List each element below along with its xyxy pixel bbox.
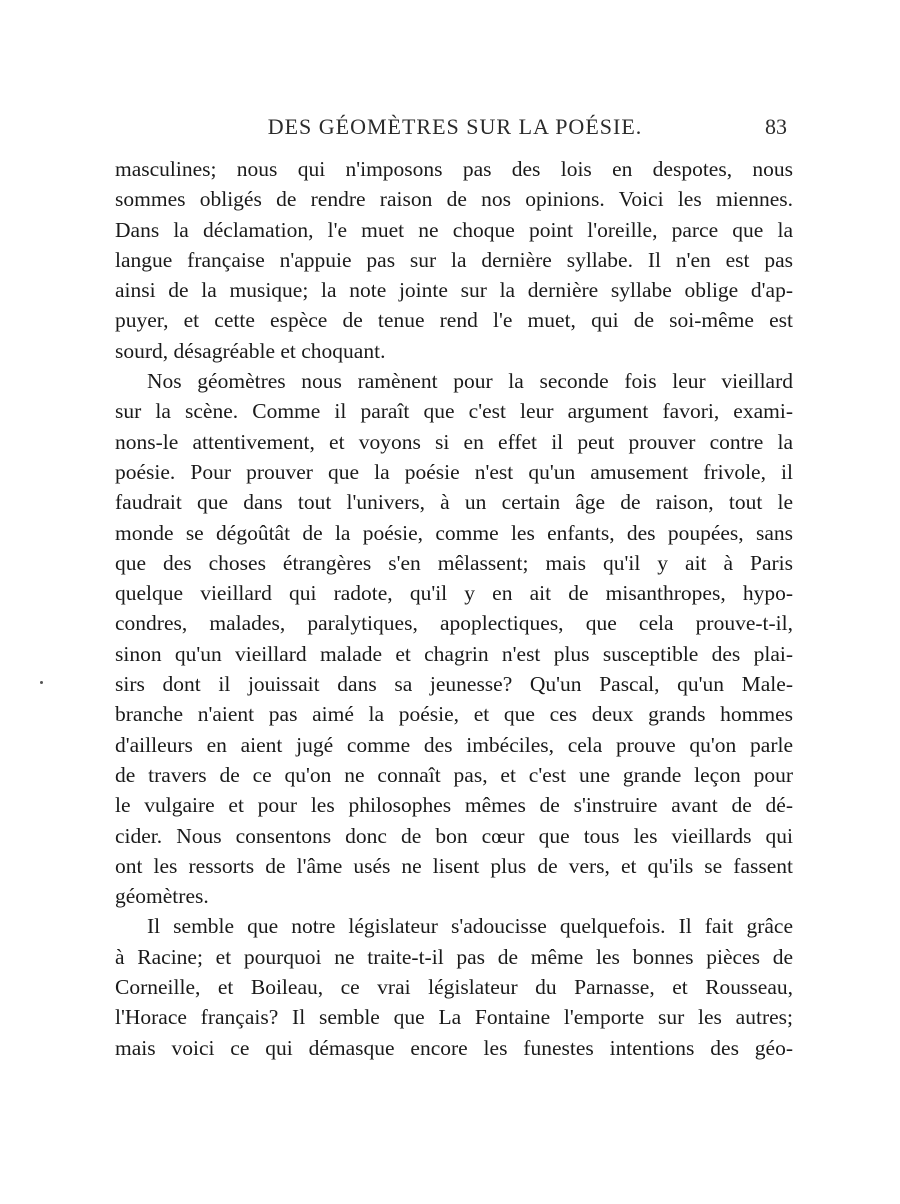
text-line: sinon qu'un vieillard malade et chagrin n'est plus susceptible des plai- — [115, 641, 793, 666]
text-line: nons-le attentivement, et voyons si en effet il peut prouver contre la — [115, 429, 793, 454]
text-line: sommes obligés de rendre raison de nos opinions. Voici les miennes. — [115, 187, 793, 212]
text-line: sirs dont il jouissait dans sa jeunesse? Qu'un Pascal, qu'un Male- — [115, 672, 793, 697]
text-line: géomètres. — [115, 884, 209, 909]
text-line: de travers de ce qu'on ne connaît pas, et c'est une grande leçon pour — [115, 762, 793, 787]
paragraph-3 — [115, 911, 793, 1062]
text-line: faudrait que dans tout l'univers, à un certain âge de raison, tout le — [115, 490, 793, 515]
paragraph-1 — [115, 154, 793, 366]
text-line: à Racine; et pourquoi ne traite-t-il pas de même les bonnes pièces de — [115, 944, 793, 969]
page-number: 83 — [765, 114, 787, 139]
text-line: monde se dégoûtât de la poésie, comme les enfants, des poupées, sans — [115, 520, 793, 545]
text-line: Il semble que notre législateur s'adoucisse quelquefois. Il fait grâce — [147, 914, 793, 939]
text-line: ainsi de la musique; la note jointe sur la dernière syllabe oblige d'ap- — [115, 278, 793, 303]
text-line: puyer, et cette espèce de tenue rend l'e muet, qui de soi-même est — [115, 308, 793, 333]
text-line: quelque vieillard qui radote, qu'il y en ait de misanthropes, hypo- — [115, 581, 793, 606]
running-title: DES GÉOMÈTRES SUR LA POÉSIE. — [267, 114, 643, 139]
text-line: le vulgaire et pour les philosophes mêmes de s'instruire avant de dé- — [115, 793, 793, 818]
text-line: langue française n'appuie pas sur la dernière syllabe. Il n'en est pas — [115, 247, 793, 272]
text-line: Corneille, et Boileau, ce vrai législateur du Parnasse, et Rousseau, — [115, 975, 793, 1000]
running-head — [115, 114, 795, 144]
text-line: cider. Nous consentons donc de bon cœur que tous les vieillards qui — [115, 823, 793, 848]
text-line: branche n'aient pas aimé la poésie, et que ces deux grands hommes — [115, 702, 793, 727]
text-line: Nos géomètres nous ramènent pour la seconde fois leur vieillard — [147, 369, 793, 394]
text-line: l'Horace français? Il semble que La Fontaine l'emporte sur les autres; — [115, 1005, 793, 1030]
text-line: sourd, désagréable et choquant. — [115, 338, 386, 363]
text-line: sur la scène. Comme il paraît que c'est leur argument favori, exami- — [115, 399, 793, 424]
text-line: d'ailleurs en aient jugé comme des imbéciles, cela prouve qu'on parle — [115, 732, 793, 757]
text-line: ont les ressorts de l'âme usés ne lisent plus de vers, et qu'ils se fassent — [115, 853, 793, 878]
body-text — [115, 154, 793, 1063]
paragraph-2 — [115, 366, 793, 911]
text-line: poésie. Pour prouver que la poésie n'est qu'un amusement frivole, il — [115, 459, 793, 484]
text-line: mais voici ce qui démasque encore les funestes intentions des géo- — [115, 1035, 793, 1060]
text-line: Dans la déclamation, l'e muet ne choque point l'oreille, parce que la — [115, 217, 793, 242]
text-line: que des choses étrangères s'en mêlassent; mais qu'il y ait à Paris — [115, 550, 793, 575]
paper-speck — [40, 681, 43, 684]
text-line: condres, malades, paralytiques, apoplectiques, que cela prouve-t-il, — [115, 611, 793, 636]
text-line: masculines; nous qui n'imposons pas des lois en despotes, nous — [115, 157, 793, 181]
